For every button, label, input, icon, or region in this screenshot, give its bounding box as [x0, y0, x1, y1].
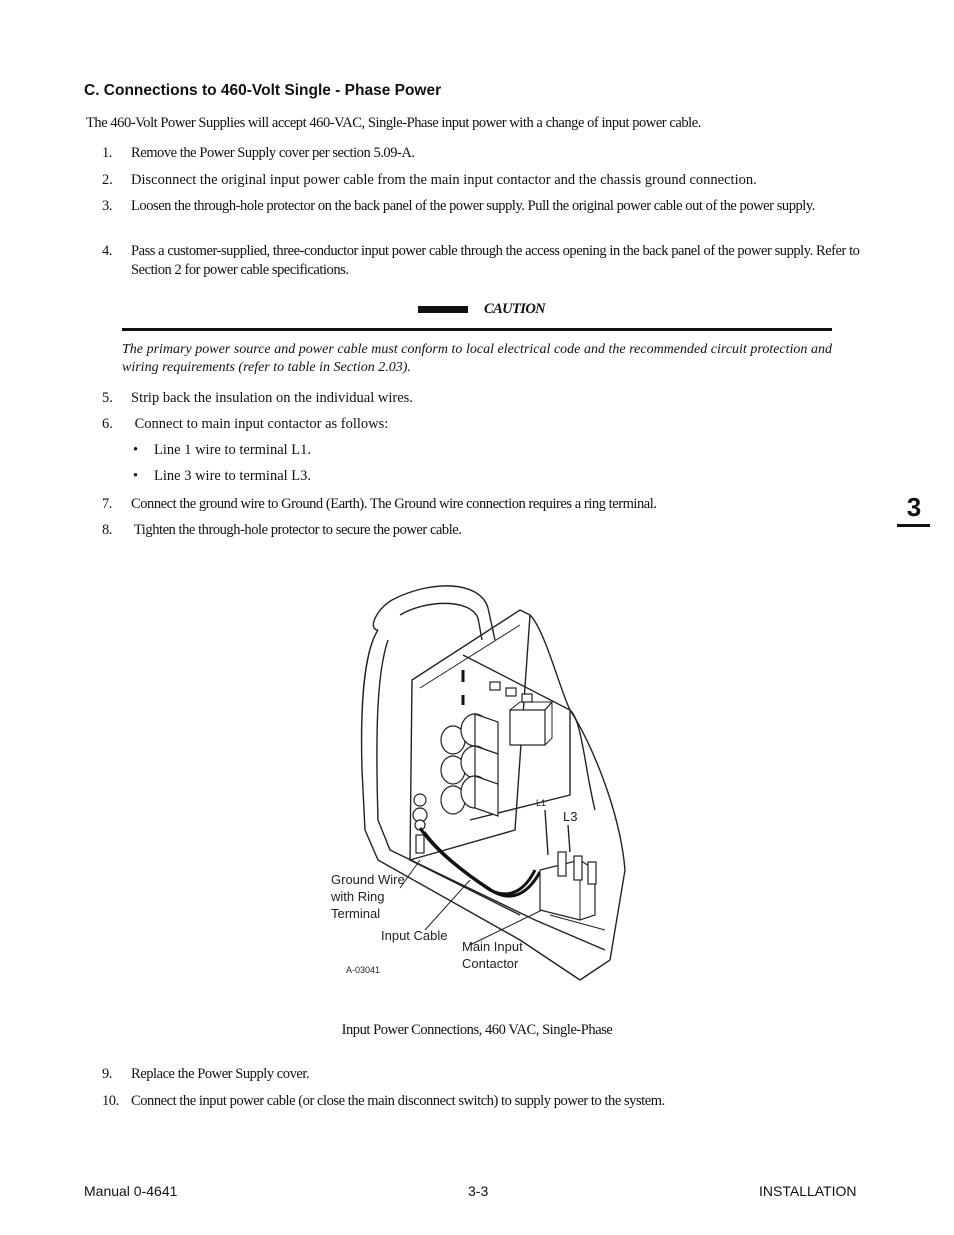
step-number: 6. — [102, 416, 113, 432]
bullet-text: Line 3 wire to terminal L3. — [154, 468, 312, 484]
label-ground-wire: Ground Wire with Ring Terminal — [331, 872, 405, 921]
footer-manual: Manual 0-4641 — [84, 1183, 178, 1199]
step-text: Connect to main input contactor as follows: — [131, 416, 389, 432]
label-input-cable: Input Cable — [381, 928, 448, 943]
step-text: Disconnect the original input power cable from the main input contactor and the chassis ground connection. — [131, 172, 757, 188]
chapter-tab: 3 — [906, 492, 922, 522]
step-number: 10. — [102, 1093, 119, 1109]
step-number: 2. — [102, 172, 113, 188]
caution-divider — [122, 328, 832, 331]
main-input-contactor — [540, 852, 605, 930]
footer-section: INSTALLATION — [759, 1183, 857, 1199]
label-l3: L3 — [563, 809, 578, 824]
step-number: 7. — [102, 496, 112, 512]
capacitor-bank — [441, 714, 498, 816]
caution-text: The primary power source and power cable must conform to local electrical code and the recommended circuit protection and wiring requirements (refer to table in Section 2.03). — [122, 342, 832, 375]
caution-label: CAUTION — [484, 301, 546, 317]
bullet-dot: • — [133, 442, 139, 458]
step-number: 5. — [102, 390, 113, 406]
step-number: 8. — [102, 522, 112, 538]
intro-paragraph: The 460-Volt Power Supplies will accept 460-VAC, Single-Phase input power with a change of input power cable. — [86, 115, 701, 131]
ground-lug — [413, 794, 427, 853]
bullet-text: Line 1 wire to terminal L1. — [154, 442, 312, 458]
step-text: Connect the ground wire to Ground (Earth). The Ground wire connection requires a ring terminal. — [131, 496, 657, 512]
step-text: Tighten the through-hole protector to secure the power cable. — [131, 522, 462, 538]
caution-bar — [418, 306, 468, 313]
label-main-input-contactor: Main Input Contactor — [462, 939, 523, 971]
step-text: Pass a customer-supplied, three-conductor input power cable through the access opening in the back panel of the power supply. Refer to Section 2 for power cable specifications. — [131, 243, 860, 278]
step-number: 3. — [102, 198, 112, 214]
step-number: 9. — [102, 1066, 112, 1082]
step-text: Replace the Power Supply cover. — [131, 1066, 310, 1082]
figure-art-id: A-03041 — [346, 965, 381, 975]
section-title: C. Connections to 460-Volt Single - Phase Power — [84, 82, 442, 99]
step-number: 1. — [102, 145, 112, 161]
figure-caption: Input Power Connections, 460 VAC, Single-Phase — [341, 1022, 613, 1038]
power-supply-illustration — [320, 570, 640, 990]
footer-page-number: 3-3 — [468, 1183, 489, 1199]
step-number: 4. — [102, 243, 112, 259]
step-text: Remove the Power Supply cover per section 5.09-A. — [131, 145, 415, 161]
bullet-dot: • — [133, 468, 139, 484]
step-text: Connect the input power cable (or close the main disconnect switch) to supply power to the system. — [131, 1093, 665, 1109]
step-text: Loosen the through-hole protector on the back panel of the power supply. Pull the original power cable out of the power supply. — [131, 198, 815, 214]
label-l1: L1 — [536, 798, 547, 808]
step-text: Strip back the insulation on the individual wires. — [131, 390, 413, 406]
chapter-tab-rule — [897, 524, 930, 527]
wiring-figure — [320, 570, 640, 990]
